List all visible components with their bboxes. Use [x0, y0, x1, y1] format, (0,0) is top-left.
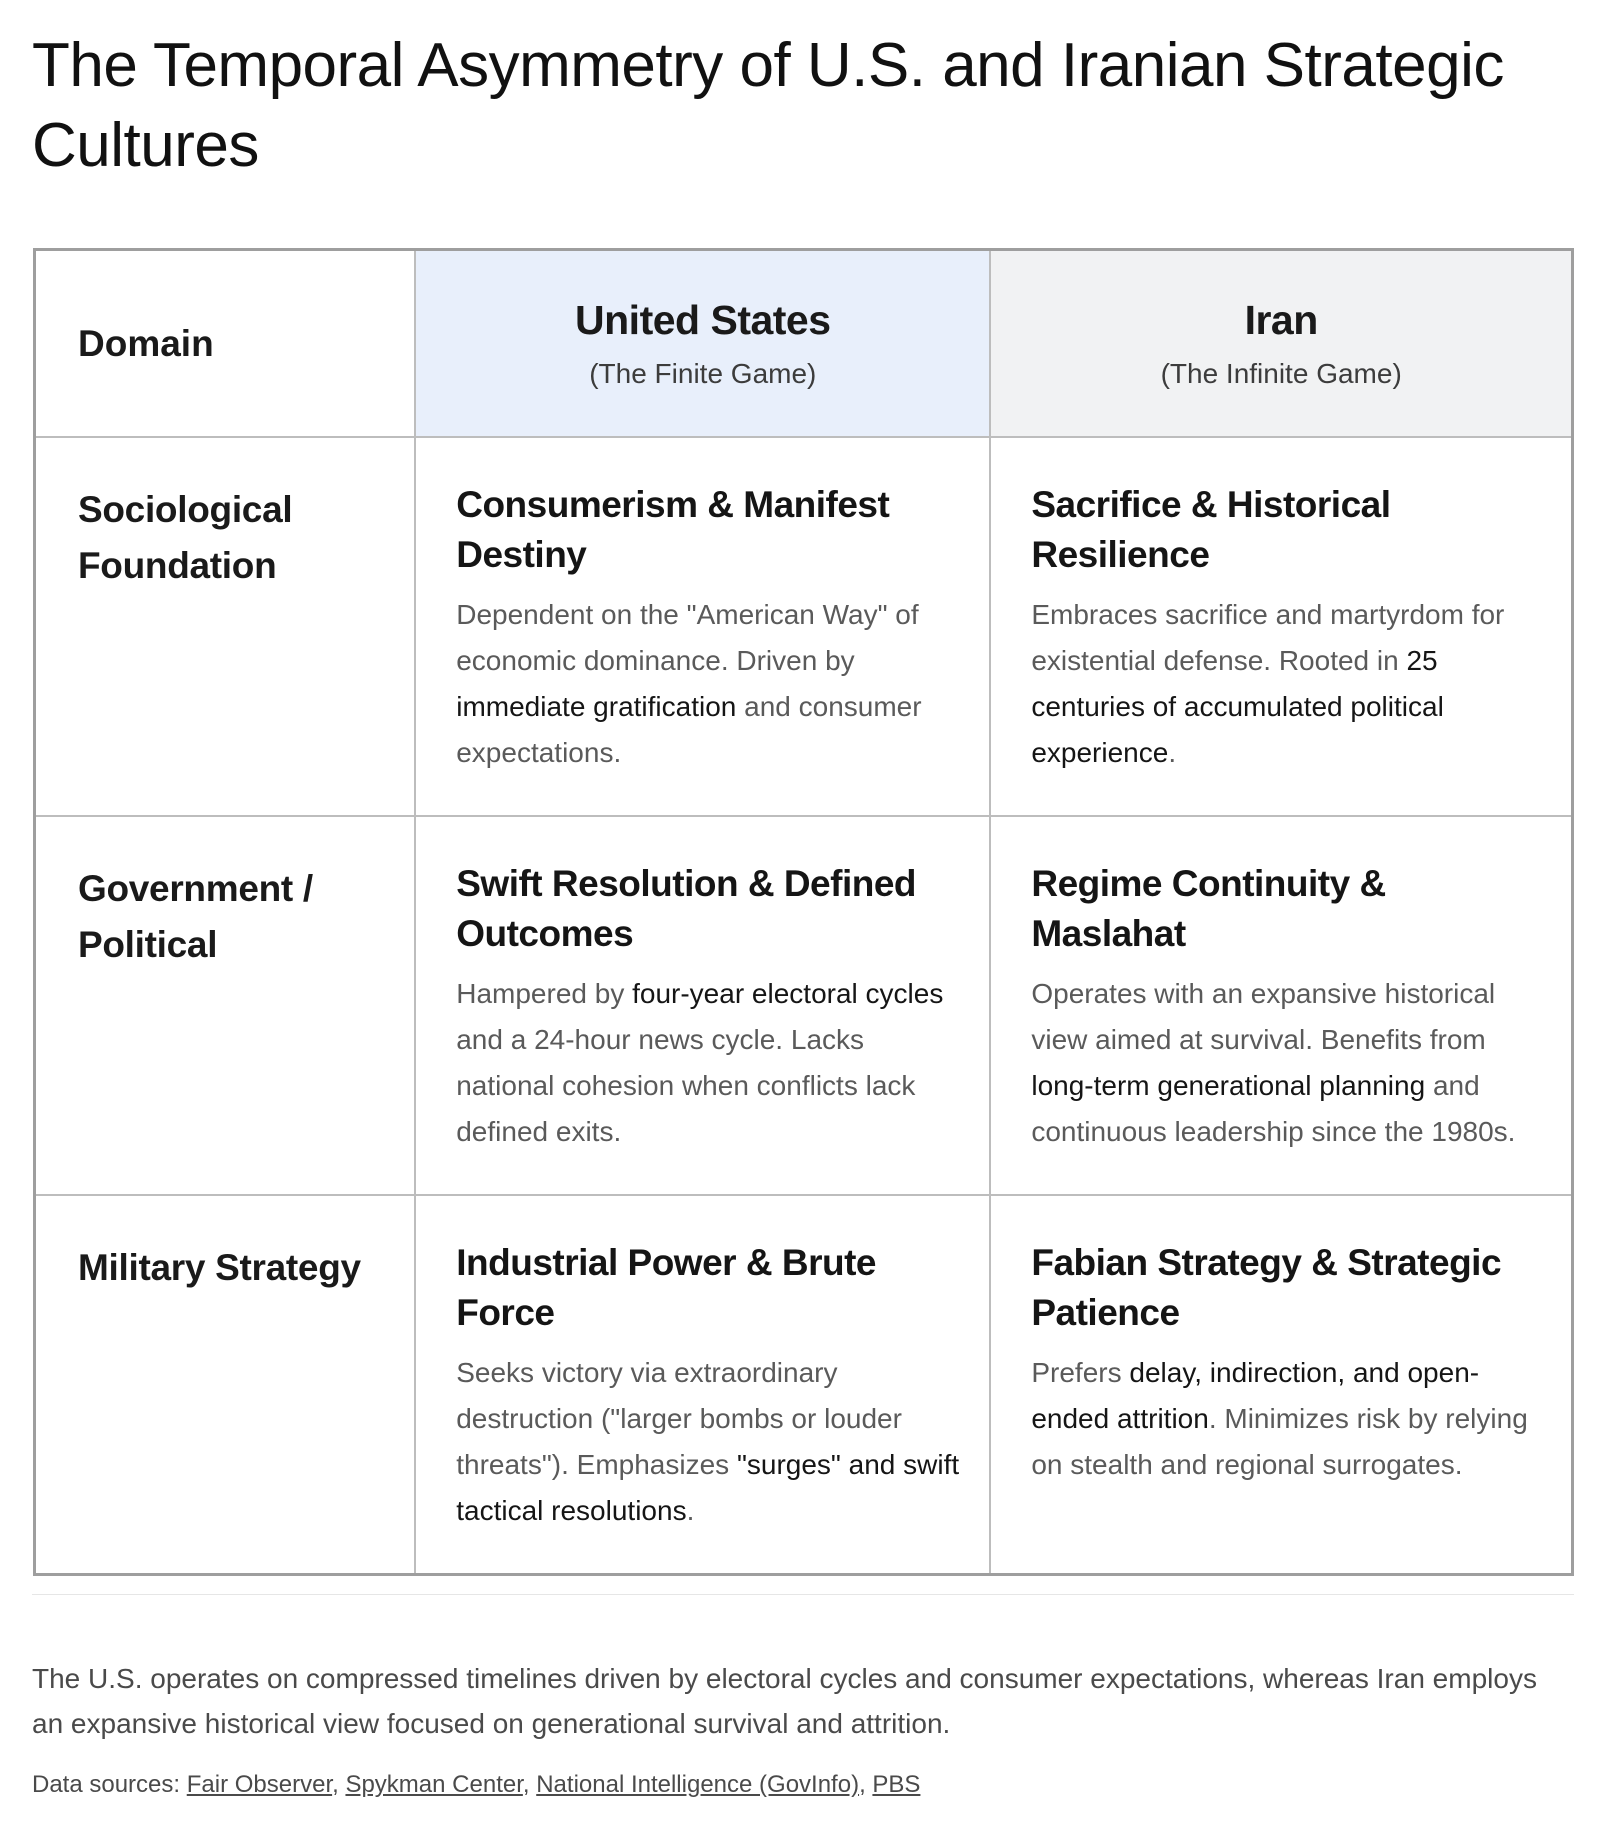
comparison-table: [33, 248, 1574, 1576]
us-heading: Consumerism & Manifest Destiny: [456, 484, 890, 575]
iran-description: Prefers delay, indirection, and open-ended attrition. Minimizes risk by relying on stealth and regional surrogates.: [1031, 1357, 1528, 1480]
table-header-row: [35, 250, 1573, 438]
iran-cell: [990, 816, 1572, 1195]
us-description: Dependent on the "American Way" of economic dominance. Driven by immediate gratification and consumer expectations.: [456, 599, 922, 768]
domain-cell: [35, 816, 416, 1195]
domain-label: Government / Political: [78, 868, 313, 965]
us-emphasis: immediate gratification: [456, 691, 737, 722]
table-row: [35, 1195, 1573, 1574]
us-cell: [415, 816, 990, 1195]
domain-label: Sociological Foundation: [78, 489, 293, 586]
iran-description: Operates with an expansive historical view aimed at survival. Benefits from long-term generational planning and continuous leadership since the 1980s.: [1031, 978, 1516, 1147]
iran-emphasis: long-term generational planning: [1031, 1070, 1426, 1101]
divider: [32, 1594, 1574, 1595]
iran-emphasis: 25 centuries of accumulated political experience: [1031, 645, 1444, 768]
table-row: [35, 816, 1573, 1195]
domain-label: Military Strategy: [78, 1247, 361, 1288]
header-iran-name: Iran: [1244, 297, 1318, 343]
header-us-subtitle: (The Finite Game): [589, 358, 817, 389]
page-title: The Temporal Asymmetry of U.S. and Iranian Strategic Cultures: [32, 31, 1504, 180]
iran-emphasis: delay, indirection, and open-ended attrition: [1031, 1357, 1480, 1434]
summary-text: The U.S. operates on compressed timelines driven by electoral cycles and consumer expectations, whereas Iran employs an expansive historical view focused on generational survival and attrition.: [32, 1663, 1537, 1739]
iran-heading: Sacrifice & Historical Resilience: [1031, 484, 1391, 575]
header-domain-label: Domain: [78, 322, 214, 364]
header-iran-subtitle: (The Infinite Game): [1160, 358, 1402, 389]
iran-heading: Fabian Strategy & Strategic Patience: [1031, 1242, 1502, 1333]
source-link-spykman-center[interactable]: Spykman Center: [345, 1771, 523, 1798]
us-emphasis: "surges" and swift tactical resolutions: [456, 1449, 960, 1526]
domain-cell: [35, 437, 416, 816]
header-us-name: United States: [575, 297, 831, 343]
iran-heading: Regime Continuity & Maslahat: [1031, 863, 1386, 954]
header-us-cell: [415, 250, 990, 438]
us-cell: [415, 1195, 990, 1574]
us-description: Seeks victory via extraordinary destruction ("larger bombs or louder threats"). Emphasizes "surges" and swift tactical resolutions.: [456, 1357, 960, 1526]
header-domain-cell: [35, 250, 416, 438]
source-link-fair-observer[interactable]: Fair Observer: [186, 1771, 333, 1798]
source-link-govinfo[interactable]: National Intelligence (GovInfo): [536, 1771, 860, 1798]
data-sources: Data sources: Fair Observer, Spykman Center, National Intelligence (GovInfo), PBS: [32, 1771, 921, 1798]
us-heading: Swift Resolution & Defined Outcomes: [456, 863, 917, 954]
us-description: Hampered by four-year electoral cycles and a 24-hour news cycle. Lacks national cohesion when conflicts lack defined exits.: [456, 978, 944, 1147]
domain-cell: [35, 1195, 416, 1574]
us-cell: [415, 437, 990, 816]
header-iran-cell: [990, 250, 1572, 438]
sources-label: Data sources:: [32, 1771, 187, 1798]
iran-cell: [990, 1195, 1572, 1574]
iran-cell: [990, 437, 1572, 816]
us-emphasis: four-year electoral cycles: [632, 978, 944, 1009]
us-heading: Industrial Power & Brute Force: [456, 1242, 876, 1333]
iran-description: Embraces sacrifice and martyrdom for existential defense. Rooted in 25 centuries of accumulated political experience.: [1031, 599, 1505, 768]
table-row: [35, 437, 1573, 816]
source-link-pbs[interactable]: PBS: [872, 1771, 921, 1798]
